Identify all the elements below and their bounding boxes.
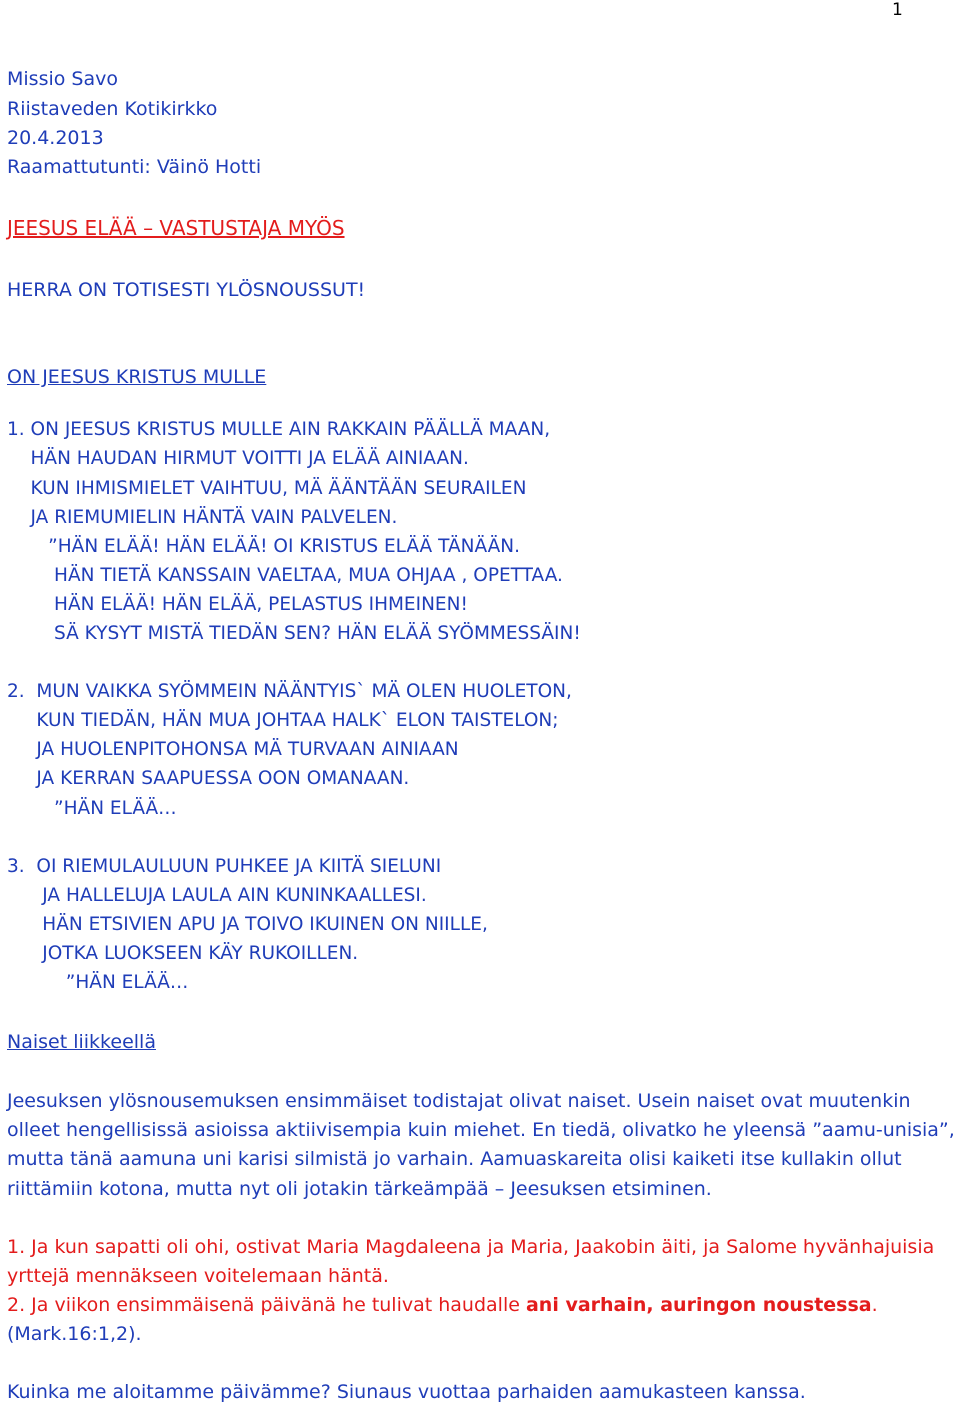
verse-line: JA HUOLENPITOHONSA MÄ TURVAAN AINIAAN (7, 739, 459, 760)
verse-line: JA KERRAN SAAPUESSA OON OMANAAN. (7, 768, 410, 789)
header-organization: Missio Savo (7, 68, 118, 90)
verse-line: SÄ KYSYT MISTÄ TIEDÄN SEN? HÄN ELÄÄ SYÖMMESSÄIN! (7, 623, 581, 644)
bible-quote-1-line-1: 1. Ja kun sapatti oli ohi, ostivat Maria Magdaleena ja Maria, Jaakobin äiti, ja Salome hyvänhajuisia (7, 1236, 935, 1258)
verse-line: HÄN ETSIVIEN APU JA TOIVO IKUINEN ON NIILLE, (7, 914, 488, 935)
verse-line: ”HÄN ELÄÄ… (7, 798, 177, 819)
verse-line: JOTKA LUOKSEEN KÄY RUKOILLEN. (7, 943, 359, 964)
header-location: Riistaveden Kotikirkko (7, 98, 218, 120)
song-title: ON JEESUS KRISTUS MULLE (7, 366, 267, 388)
paragraph-line: Jeesuksen ylösnousemuksen ensimmäiset todistajat olivat naiset. Usein naiset ovat muutenkin (7, 1090, 911, 1112)
verse-line: HÄN HAUDAN HIRMUT VOITTI JA ELÄÄ AINIAAN. (7, 448, 469, 469)
quote-2-emphasis: ani varhain, auringon noustessa (525, 1294, 872, 1316)
paragraph-line: riittämiin kotona, mutta nyt oli jotakin tärkeämpää – Jeesuksen etsiminen. (7, 1178, 712, 1200)
bible-quote-1-line-2: yrttejä mennäkseen voitelemaan häntä. (7, 1265, 389, 1287)
paragraph-line: olleet hengellisissä asioissa aktiivisempia kuin miehet. En tiedä, olivatko he yleensä ”aamu-unisia”, (7, 1119, 955, 1141)
bible-reference: (Mark.16:1,2). (7, 1323, 142, 1345)
verse-line: 1. ON JEESUS KRISTUS MULLE AIN RAKKAIN PÄÄLLÄ MAAN, (7, 419, 551, 440)
verse-line: 2. MUN VAIKKA SYÖMMEIN NÄÄNTYIS` MÄ OLEN HUOLETON, (7, 681, 572, 702)
verse-line: JA HALLELUJA LAULA AIN KUNINKAALLESI. (7, 885, 427, 906)
verse-line: KUN IHMISMIELET VAIHTUU, MÄ ÄÄNTÄÄN SEURAILEN (7, 478, 527, 499)
verse-line: JA RIEMUMIELIN HÄNTÄ VAIN PALVELEN. (7, 507, 398, 528)
quote-2-text: 2. Ja viikon ensimmäisenä päivänä he tulivat haudalle (7, 1294, 526, 1316)
bible-quote-2 (7, 1293, 878, 1317)
verse-line: KUN TIEDÄN, HÄN MUA JOHTAA HALK` ELON TAISTELON; (7, 710, 559, 731)
section-heading: Naiset liikkeellä (7, 1031, 156, 1053)
header-speaker: Raamattutunti: Väinö Hotti (7, 156, 262, 178)
document-title: JEESUS ELÄÄ – VASTUSTAJA MYÖS (7, 216, 345, 240)
paragraph-line: mutta tänä aamuna uni karisi silmistä jo varhain. Aamuaskareita olisi kaiketi itse kullakin ollut (7, 1148, 902, 1170)
verse-line: HÄN ELÄÄ! HÄN ELÄÄ, PELASTUS IHMEINEN! (7, 594, 468, 615)
closing-line: Kuinka me aloitamme päivämme? Siunaus vuottaa parhaiden aamukasteen kanssa. (7, 1381, 806, 1403)
verse-line: ”HÄN ELÄÄ… (7, 972, 189, 993)
verse-line: HÄN TIETÄ KANSSAIN VAELTAA, MUA OHJAA , OPETTAA. (7, 565, 563, 586)
quote-2-end: . (871, 1294, 878, 1316)
header-date: 20.4.2013 (7, 127, 104, 149)
subtitle: HERRA ON TOTISESTI YLÖSNOUSSUT! (7, 279, 366, 301)
page-number: 1 (892, 0, 903, 20)
verse-line: 3. OI RIEMULAULUUN PUHKEE JA KIITÄ SIELUNI (7, 856, 442, 877)
verse-line: ”HÄN ELÄÄ! HÄN ELÄÄ! OI KRISTUS ELÄÄ TÄNÄÄN. (7, 536, 520, 557)
